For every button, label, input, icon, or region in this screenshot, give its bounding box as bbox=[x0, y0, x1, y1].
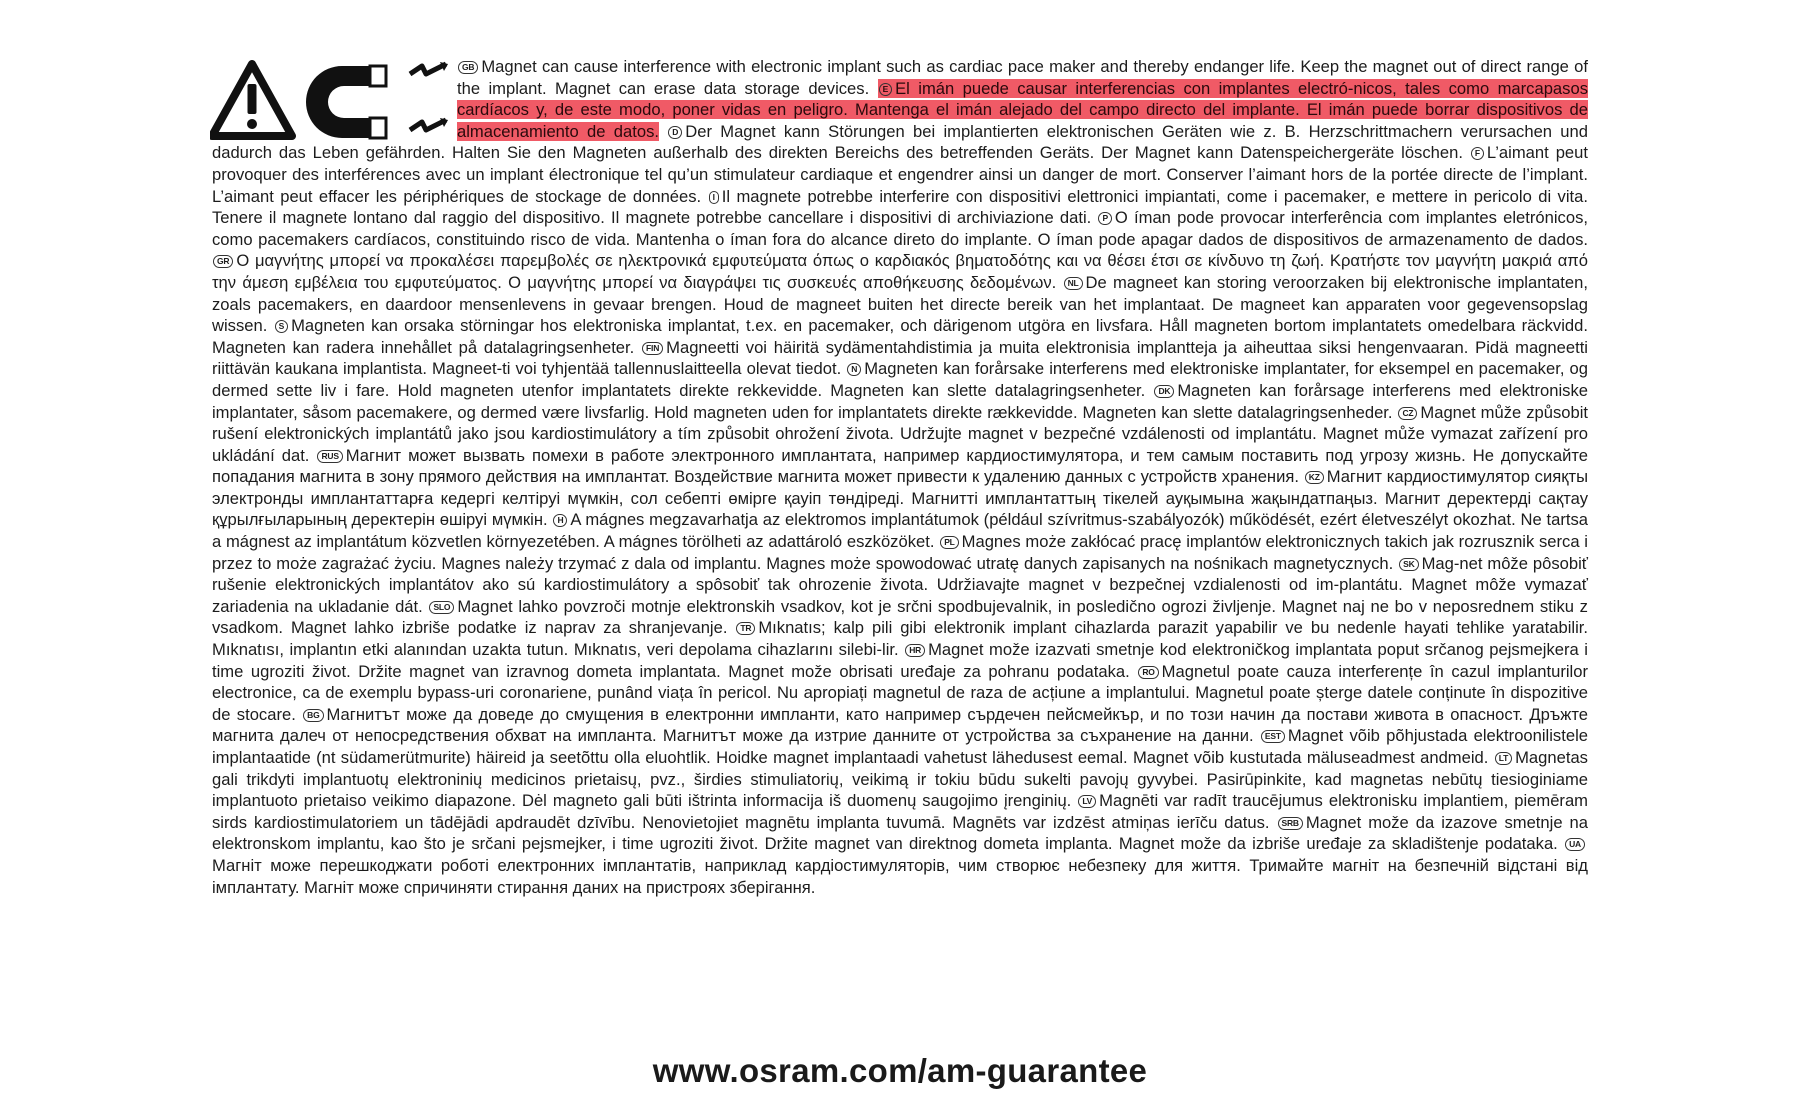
language-code-badge: LT bbox=[1495, 752, 1512, 765]
language-code-badge: UA bbox=[1565, 838, 1585, 851]
language-code-badge: H bbox=[553, 514, 567, 527]
warning-text: Mag-net môže pôsobiť rušenie elektronických implantátov ako sú kardiostimulátory a spôsobiť tak ohrozenie života. Udržiavajte magnet v bezpečnej vzdialenosti od im-plantátu. Magnet môže vymazať zariadenia na ukladanie dát. bbox=[212, 553, 1588, 616]
warning-text: Magnetul poate cauza interferențe în cazul implanturilor electronice, ca de exemplu bypass-uri coronariene, punând viața în pericol. Nu apropiați magnetul de raza de acțiune a implantului. Magnetul poate șterge datele conținute în dispozitive de stocare. bbox=[212, 661, 1588, 724]
language-code-badge: EST bbox=[1261, 730, 1285, 743]
warning-text: Magnet can cause interference with electronic implant such as cardiac pace maker and thereby endanger life. Keep the magnet out of direct range of the implant. Magnet can erase data storage devices. bbox=[457, 57, 1588, 98]
warning-text: Magnet může způsobit rušení elektronických implantátů jako jsou kardiostimulátory a tím způsobit ohrožení života. Udržujte magnet v bezpečné vzdálenosti od implantátu. Magnet může vymazat zařízení pro ukládání dat. bbox=[212, 402, 1588, 465]
warning-segment-d bbox=[212, 122, 1588, 163]
multilingual-warning-text bbox=[212, 56, 1588, 898]
warning-text: Magnetas gali trikdyti implantuotų elektroninių medicinos prietaisų, pvz., širdies stimuliatorių, veikimą ir tokiu būdu sukelti pavojų gyvybei. Pasirūpinkite, kad magnetas nebūtų tiesioginiame implantuoto prietaiso veikimo diapazone. Dėl magneto gali būti ištrinta informacija iš duomenų saugojimo įrenginių. bbox=[212, 748, 1588, 811]
warning-text: Магнит кардиостимулятор сияқты электронды имплантаттарға кедергі келтіруі мүмкін, сол себепті өмірге қауіп төндіреді. Магнитті имплантаттың тікелей ауқымына жақындатпаңыз. Магнит деректерді сақтау құрылғыларының деректерін өшіруі мүмкін. bbox=[212, 467, 1589, 530]
language-code-badge: F bbox=[1471, 147, 1484, 160]
footer-url[interactable]: www.osram.com/am-guarantee bbox=[652, 1052, 1148, 1089]
language-code-badge: GR bbox=[213, 255, 233, 268]
language-code-badge: HR bbox=[905, 644, 925, 657]
warning-text: O íman pode provocar interferência com implantes eletrónicos, como pacemakers cardíacos, constituindo risco de vida. Mantenha o íman fora do alcance direto do implante. O íman pode apagar dados de dispositivos de armazenamento de dados. bbox=[212, 208, 1588, 249]
language-code-badge: TR bbox=[736, 622, 755, 635]
warning-text: Der Magnet kann Störungen bei implantierten elektronischen Geräten wie z. B. Herzschrittmachern verursachen und dadurch das Leben gefährden. Halten Sie den Magneten außerhalb des direkten Bereichs des betreffenden Geräts. Der Magnet kann Datenspeichergeräte löschen. bbox=[212, 121, 1588, 163]
language-code-badge: FIN bbox=[642, 342, 663, 355]
warning-text: Magneten kan forårsage interferens med elektroniske implantater, såsom pacemakere, og dermed være livsfarlig. Hold magneten uden for implantatets direkte rækkevidde. Magneten kan slette datalagringsenheder. bbox=[212, 380, 1588, 422]
warning-text: Mıknatıs; kalp pili gibi elektronik implant cihazlarda parazit yapabilir ve bu nedenle hayati tehlike yaratabilir. Mıknatısı, implantın etki alanından uzakta tutun. Mıknatıs, veri depolama cihazlarını silebi-lir. bbox=[212, 618, 1588, 660]
language-code-badge: E bbox=[879, 83, 892, 96]
language-code-badge: D bbox=[668, 126, 682, 139]
language-code-badge: GB bbox=[458, 61, 478, 74]
warning-text: L’aimant peut provoquer des interférences avec un implant électronique tel qu’un stimulateur cardiaque et engendrer ainsi un danger de mort. Conserver l’aimant hors de la portée directe de l’implant. L’aimant peut effacer les périphériques de stockage de données. bbox=[212, 143, 1588, 206]
warning-text: Magnet može da izazove smetnje na elektronskom implantu, kao što je srčani pejsmejker, i time ugroziti život. Držite magnet van direktnog dometa implanta. Magnet može da izbriše uređaje za skladištenje podataka. bbox=[212, 812, 1588, 854]
language-code-badge: CZ bbox=[1398, 407, 1417, 420]
language-code-badge: RO bbox=[1138, 666, 1158, 679]
warning-text: Il magnete potrebbe interferire con dispositivi elettronici impiantati, come i pacemaker, e mettere in pericolo di vita. Tenere il magnete lontano dal raggio del dispositivo. Il magnete potrebbe cancellare i dispositivi di archiviazione dati. bbox=[212, 186, 1588, 228]
warning-text: Magnes może zakłócać pracę implantów elektronicznych takich jak rozrusznik serca i przez to może zagrażać życiu. Magnes należy trzymać z dala od implantu. Magnes może spowodować utratę danych zapisanych na nośnikach magnetycznych. bbox=[212, 532, 1588, 573]
language-code-badge: BG bbox=[303, 709, 323, 722]
warning-text: Ο μαγνήτης μπορεί να προκαλέσει παρεμβολές σε ηλεκτρονικά εμφυτεύματα όπως ο καρδιακός βηματοδότης και να θέσει έτσι σε κίνδυνο τη ζωή. Κρατήστε τον μαγνήτη μακριά από την άμεση εμβέλεια του εμφυτεύματος. Ο μαγνήτης μπορεί να διαγράψει τις συσκευές αποθήκευσης δεδομένων. bbox=[212, 251, 1588, 292]
warning-text: Magnet võib põhjustada elektroonilistele implantaatide (nt südamerütmurite) häireid ja seetõttu olla eluohtlik. Hoidke magnet implantaadi vahetust lähedusest eemal. Magnet võib kustutada mäluseadmest andmeid. bbox=[212, 726, 1588, 767]
warning-text: Магнит может вызвать помехи в работе электронного имплантата, например кардиостимулятора, и тем самым поставить под угрозу жизнь. Не допускайте попадания магнита в зону прямого действия на имплантат. Воздействие магнита может привести к удалению данных с устройств хранения. bbox=[212, 445, 1588, 487]
language-code-badge: SK bbox=[1399, 558, 1418, 571]
language-code-badge: S bbox=[275, 320, 288, 333]
language-code-badge: RUS bbox=[317, 450, 342, 463]
language-code-badge: I bbox=[709, 191, 719, 204]
language-code-badge: N bbox=[847, 363, 861, 376]
warning-text: Magneetti voi häiritä sydämentahdistimia ja muita elektronisia implantteja ja aiheuttaa siksi hengenvaaran. Pidä magneetti riittävän kaukana implantista. Magneet-ti voi tyhjentää tallennuslaitteella olevat tiedot. bbox=[212, 337, 1588, 379]
language-code-badge: NL bbox=[1064, 277, 1083, 290]
warning-text: De magneet kan storing veroorzaken bij elektronische implantaten, zoals pacemakers, en daardoor mensenlevens in gevaar brengen. Houd de magneet buiten het directe bereik van het implantaat. De magneet kan apparaten voor gegevensopslag wissen. bbox=[212, 272, 1588, 336]
warning-text: Magnet može izazvati smetnje kod elektroničkog implantata poput srčanog pejsmejkera i time ugroziti život. Držite magnet van izravnog dometa implantata. Magnet može obrisati uređaje za pohranu podataka. bbox=[212, 640, 1588, 681]
language-code-badge: PL bbox=[940, 536, 958, 549]
language-code-badge: LV bbox=[1078, 795, 1096, 808]
warning-text: A mágnes megzavarhatja az elektromos implantátumok (például szívritmus-szabályozók) működését, ezért életveszélyt okozhat. Ne tartsa a mágnest az implantátum közvetlen környezetében. A mágnes törölheti az adattároló eszközöket. bbox=[212, 510, 1588, 552]
language-code-badge: P bbox=[1098, 212, 1111, 225]
language-code-badge: SLO bbox=[429, 601, 454, 614]
warning-text: Magneten kan forårsake interferens med elektroniske implantater, for eksempel en pacemaker, og dermed sette liv i fare. Hold magneten utenfor implantatets direkte rekkevidde. Magneten kan slette datalagringsenheter. bbox=[212, 359, 1588, 400]
warning-text: Магнитът може да доведе до смущения в електронни импланти, като например сърдечен пейсмейкър, и по този начин да постави живота в опасност. Дръжте магнита далеч от непосредствения обхват на импланта. Магнитът може да изтрие данните от устройства за съхранение на данни. bbox=[212, 704, 1588, 746]
language-code-badge: SRB bbox=[1278, 817, 1303, 830]
warning-text: Magnet lahko povzroči motnje elektronskih vsadkov, kot je srčni spodbujevalnik, in posledično ogrozi življenje. Magnet naj ne bo v neposrednem stiku z vsadkom. Magnet lahko izbriše podatke iz naprav za shranjevanje. bbox=[212, 596, 1588, 638]
language-code-badge: DK bbox=[1154, 385, 1174, 398]
warning-text: Магніт може перешкоджати роботі електронних імплантатів, наприклад кардіостимуляторів, чим створює небезпеку для життя. Тримайте магніт на безпечній відстані від імплантату. Магніт може спричиняти стирання даних на пристроях зберігання. bbox=[212, 855, 1588, 897]
language-code-badge: KZ bbox=[1305, 471, 1324, 484]
warning-text: Magneten kan orsaka störningar hos elektroniska implantat, t.ex. en pacemaker, och därigenom utgöra en livsfara. Håll magneten bortom implantatets omedelbara räckvidd. Magneten kan radera innehållet på datalagringsenheter. bbox=[212, 316, 1588, 357]
warning-text: Magnēti var radīt traucējumus elektronisku implantiem, piemēram sirds kardiostimulatoriem un tādējādi apdraudēt dzīvību. Nenovietojiet magnētu implanta tuvumā. Magnēts var izdzēst atmiņas ierīču datus. bbox=[212, 791, 1588, 832]
warning-text: El imán puede causar interferencias con implantes electró-nicos, tales como marcapasos cardíacos y, de este modo, poner vidas en peligro. Mantenga el imán alejado del campo directo del implante. El imán puede borrar dispositivos de almacenamiento de datos. bbox=[457, 78, 1588, 141]
